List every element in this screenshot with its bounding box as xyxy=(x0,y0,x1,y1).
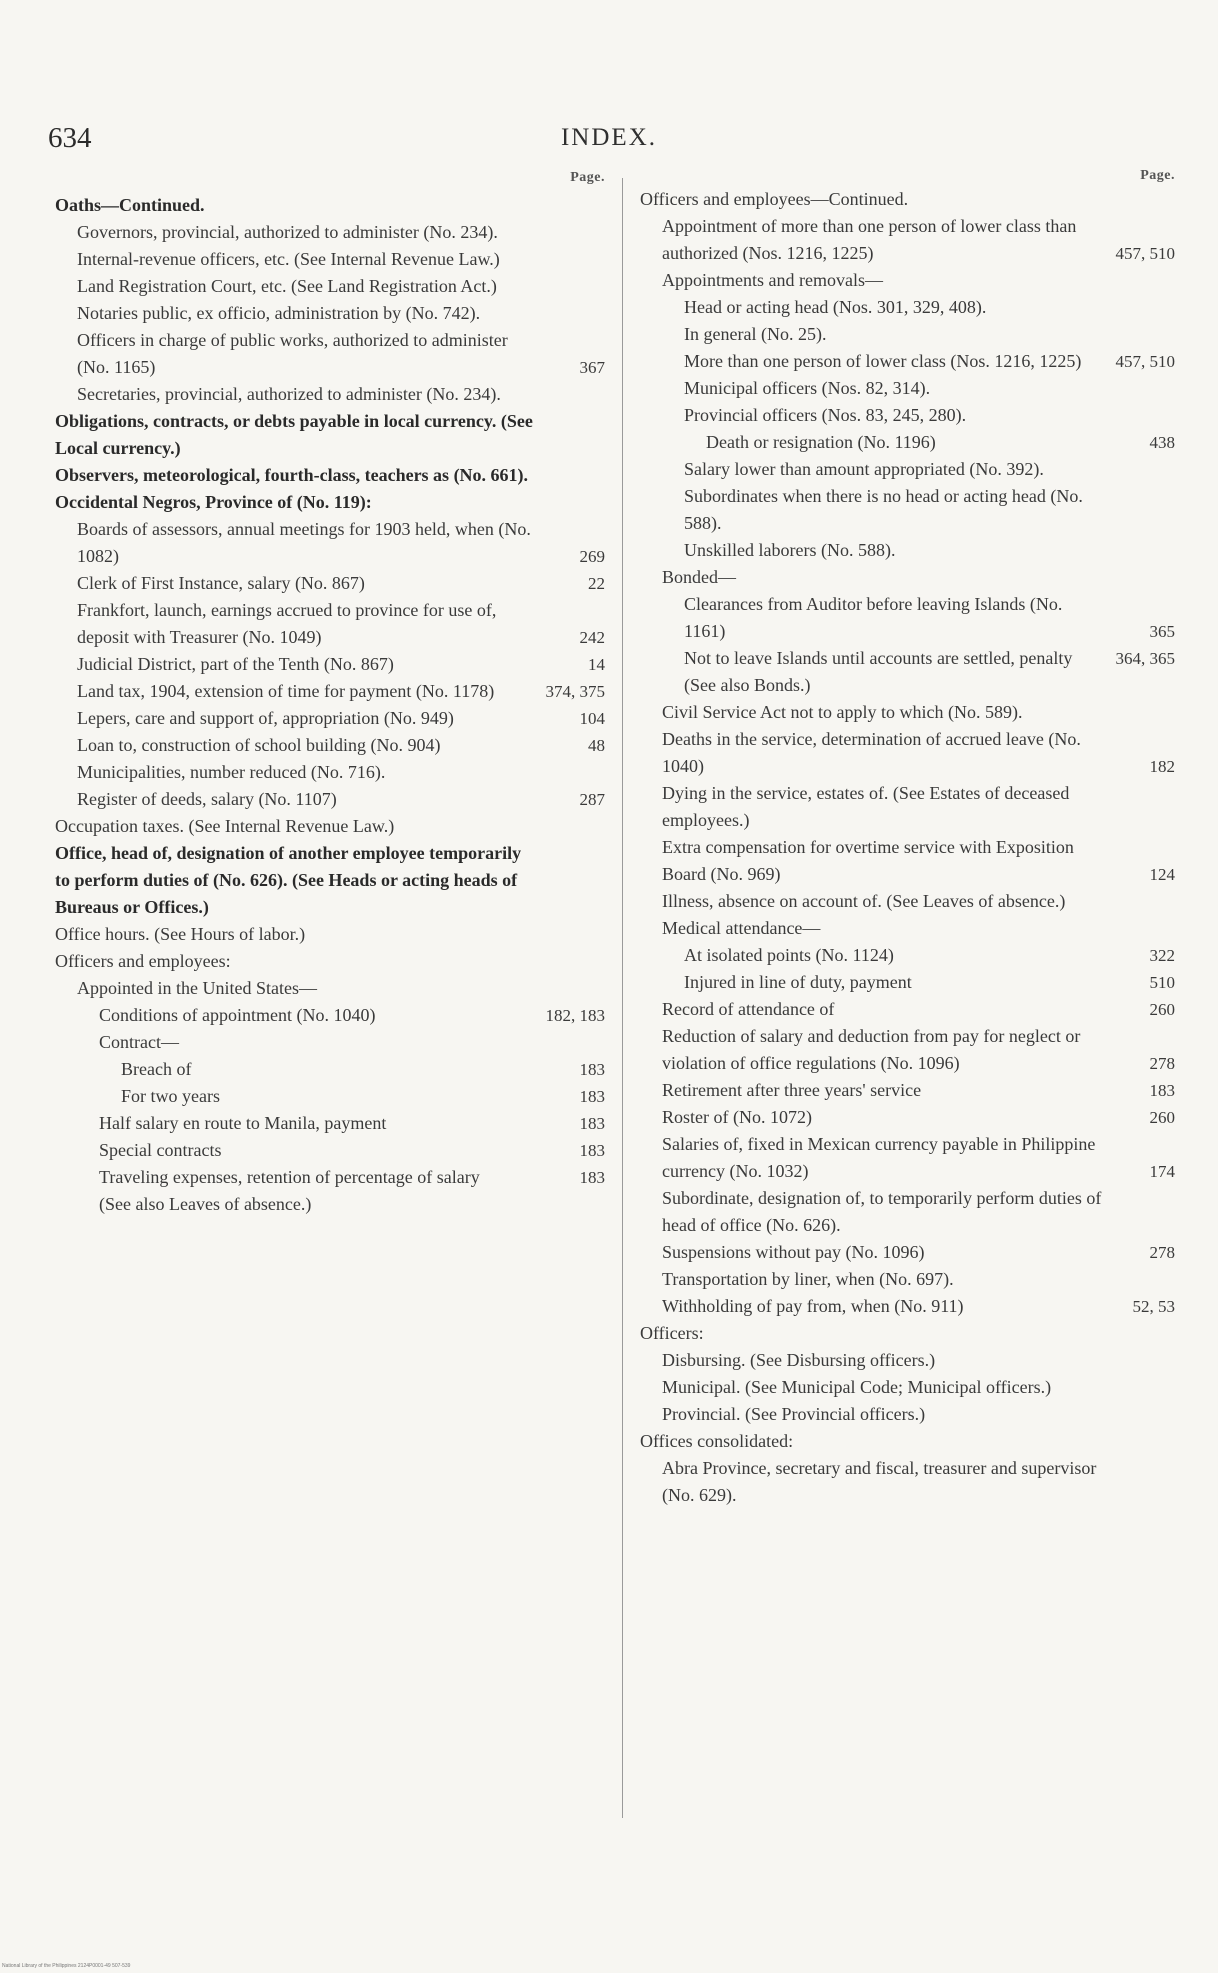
index-entry xyxy=(640,1077,1175,1104)
index-entry-page: 182, 183 xyxy=(545,1006,605,1025)
index-entry xyxy=(640,375,1175,402)
index-entry xyxy=(55,1083,605,1110)
index-entry xyxy=(640,1266,1175,1293)
index-entry-page: 174 xyxy=(1149,1162,1175,1181)
index-entry-text: Notaries public, ex officio, administration by (No. 742). xyxy=(77,303,481,323)
index-entry-text: Salaries of, fixed in Mexican currency payable in Philippine currency (No. 1032) xyxy=(662,1134,1096,1181)
index-entry-text: Loan to, construction of school building (No. 904) xyxy=(77,735,441,755)
index-entry-page: 278 xyxy=(1149,1243,1175,1262)
index-entry-page: 365 xyxy=(1149,622,1175,641)
page-column-label: Page. xyxy=(1140,168,1175,183)
index-entry-page: 52, 53 xyxy=(1132,1297,1175,1316)
index-entry-page: 242 xyxy=(579,628,605,647)
right-column xyxy=(640,168,1175,1509)
index-entry xyxy=(55,246,605,273)
index-entry xyxy=(55,516,605,570)
index-entry xyxy=(640,1428,1175,1455)
index-entry-page: 367 xyxy=(579,358,605,377)
index-entry xyxy=(640,1374,1175,1401)
index-entry-text: Deaths in the service, determination of accrued leave (No. 1040) xyxy=(662,729,1081,776)
index-entry xyxy=(640,834,1175,888)
index-entry-text: Frankfort, launch, earnings accrued to province for use of, deposit with Treasurer (No. 1049) xyxy=(77,600,497,647)
index-entry-text: At isolated points (No. 1124) xyxy=(684,945,894,965)
index-entry xyxy=(55,840,605,921)
index-entry-text: Illness, absence on account of. (See Leaves of absence.) xyxy=(662,891,1066,911)
index-entry xyxy=(640,564,1175,591)
index-entry-text: More than one person of lower class (Nos. 1216, 1225) xyxy=(684,351,1082,371)
index-entry-text: Salary lower than amount appropriated (No. 392). xyxy=(684,459,1044,479)
index-entry-text: For two years xyxy=(121,1086,220,1106)
index-entry xyxy=(55,1056,605,1083)
index-entry-text: Death or resignation (No. 1196) xyxy=(706,432,936,452)
index-entry-text: Clerk of First Instance, salary (No. 867) xyxy=(77,573,365,593)
index-entry xyxy=(55,1002,605,1029)
index-entry-text: Head or acting head (Nos. 301, 329, 408). xyxy=(684,297,987,317)
index-entry-text: Boards of assessors, annual meetings for 1903 held, when (No. 1082) xyxy=(77,519,531,566)
index-entry-page: 278 xyxy=(1149,1054,1175,1073)
index-entry xyxy=(640,537,1175,564)
index-entry xyxy=(55,1110,605,1137)
index-entry xyxy=(640,996,1175,1023)
index-entry-text: Lepers, care and support of, appropriation (No. 949) xyxy=(77,708,454,728)
index-entry xyxy=(640,645,1175,672)
index-entry-page: 269 xyxy=(579,547,605,566)
index-entry xyxy=(640,1455,1175,1509)
column-divider xyxy=(622,178,623,1818)
index-entry xyxy=(640,942,1175,969)
index-entry-text: Municipal officers (Nos. 82, 314). xyxy=(684,378,931,398)
index-entry xyxy=(55,597,605,651)
index-entry xyxy=(55,381,605,408)
index-entry-text: (See also Leaves of absence.) xyxy=(99,1194,312,1214)
index-entry xyxy=(640,483,1175,537)
index-entry-text: In general (No. 25). xyxy=(684,324,827,344)
index-entry xyxy=(640,1293,1175,1320)
index-entry xyxy=(55,489,605,516)
index-entry-page: 183 xyxy=(579,1141,605,1160)
index-entry-text: Retirement after three years' service xyxy=(662,1080,922,1100)
index-entry xyxy=(55,462,605,489)
index-entry-page: 510 xyxy=(1149,973,1175,992)
index-entry-text: Register of deeds, salary (No. 1107) xyxy=(77,789,337,809)
index-entry-text: Provincial officers (Nos. 83, 245, 280). xyxy=(684,405,967,425)
index-entry-page: 183 xyxy=(579,1168,605,1187)
index-entry xyxy=(640,888,1175,915)
index-entry-page: 182 xyxy=(1149,757,1175,776)
index-entry-page: 14 xyxy=(588,655,605,674)
index-entry-text: Withholding of pay from, when (No. 911) xyxy=(662,1296,964,1316)
index-entry xyxy=(640,1347,1175,1374)
index-entry xyxy=(640,1104,1175,1131)
index-entry-text: Municipal. (See Municipal Code; Municipal officers.) xyxy=(662,1377,1052,1397)
index-entry xyxy=(640,321,1175,348)
index-entry-page: 364, 365 xyxy=(1115,649,1175,668)
index-entry xyxy=(55,1191,605,1218)
index-entry xyxy=(640,1131,1175,1185)
index-entry-page: 183 xyxy=(579,1087,605,1106)
index-entry-text: Occupation taxes. (See Internal Revenue Law.) xyxy=(55,816,395,836)
index-entry-text: Conditions of appointment (No. 1040) xyxy=(99,1005,376,1025)
footer-stamp: National Library of the Philippines 2124P0001-49 507-539 xyxy=(2,1963,131,1969)
index-entry xyxy=(55,975,605,1002)
index-entry-text: Offices consolidated: xyxy=(640,1431,794,1451)
index-entry-text: Appointment of more than one person of lower class than authorized (Nos. 1216, 1225) xyxy=(662,216,1077,263)
index-entry-text: Officers and employees: xyxy=(55,951,231,971)
index-entry-page: 260 xyxy=(1149,1108,1175,1127)
page-number: 634 xyxy=(48,122,92,154)
index-entry-text: Appointments and removals— xyxy=(662,270,883,290)
index-entry xyxy=(640,672,1175,699)
index-entry-page: 183 xyxy=(579,1060,605,1079)
index-entry xyxy=(55,921,605,948)
left-entries xyxy=(55,192,605,1218)
index-entry-text: Transportation by liner, when (No. 697). xyxy=(662,1269,954,1289)
index-entry xyxy=(55,408,605,462)
index-entry-page: 438 xyxy=(1149,433,1175,452)
index-entry xyxy=(640,1023,1175,1077)
right-entries xyxy=(640,186,1175,1509)
index-entry-text: Not to leave Islands until accounts are settled, penalty xyxy=(684,648,1073,668)
index-entry-text: Officers: xyxy=(640,1323,704,1343)
index-entry xyxy=(55,651,605,678)
index-entry-text: Officers in charge of public works, authorized to administer (No. 1165) xyxy=(77,330,508,377)
index-entry xyxy=(55,219,605,246)
index-entry xyxy=(55,570,605,597)
index-entry-text: Injured in line of duty, payment xyxy=(684,972,912,992)
index-entry-page: 457, 510 xyxy=(1115,352,1175,371)
index-entry xyxy=(640,726,1175,780)
index-entry xyxy=(640,1239,1175,1266)
index-entry-text: Obligations, contracts, or debts payable in local currency. (See Local currency.) xyxy=(55,411,533,458)
index-entry xyxy=(640,591,1175,645)
index-entry xyxy=(640,1185,1175,1239)
index-entry-text: Office, head of, designation of another employee temporarily to perform duties of (No. 626). (See Heads or acting heads of Bureaus or Offices.) xyxy=(55,843,522,917)
index-entry-text: Disbursing. (See Disbursing officers.) xyxy=(662,1350,936,1370)
index-entry-page: 457, 510 xyxy=(1115,244,1175,263)
index-entry-text: Occidental Negros, Province of (No. 119): xyxy=(55,492,372,512)
index-entry-text: Subordinates when there is no head or acting head (No. 588). xyxy=(684,486,1083,533)
index-entry xyxy=(55,786,605,813)
index-entry xyxy=(55,813,605,840)
index-entry xyxy=(55,759,605,786)
index-entry-text: Roster of (No. 1072) xyxy=(662,1107,812,1127)
index-entry-text: Municipalities, number reduced (No. 716). xyxy=(77,762,386,782)
index-entry xyxy=(640,267,1175,294)
index-entry xyxy=(640,699,1175,726)
index-entry-text: Clearances from Auditor before leaving Islands (No. 1161) xyxy=(684,594,1063,641)
index-entry-text: Subordinate, designation of, to temporarily perform duties of head of office (No. 626). xyxy=(662,1188,1102,1235)
index-entry-text: Breach of xyxy=(121,1059,192,1079)
index-entry xyxy=(640,348,1175,375)
index-entry-text: Appointed in the United States— xyxy=(77,978,317,998)
index-entry-text: Bonded— xyxy=(662,567,736,587)
index-entry-text: Abra Province, secretary and fiscal, treasurer and supervisor (No. 629). xyxy=(662,1458,1097,1505)
index-entry xyxy=(55,1137,605,1164)
index-entry xyxy=(55,327,605,381)
index-entry-text: Oaths—Continued. xyxy=(55,195,205,215)
index-entry xyxy=(640,402,1175,429)
index-entry xyxy=(55,192,605,219)
index-entry-page: 22 xyxy=(588,574,605,593)
index-entry-text: Governors, provincial, authorized to administer (No. 234). xyxy=(77,222,498,242)
index-entry xyxy=(640,915,1175,942)
index-entry xyxy=(640,186,1175,213)
index-entry-page: 374, 375 xyxy=(545,682,605,701)
page-column-label: Page. xyxy=(570,170,605,185)
index-entry xyxy=(640,780,1175,834)
index-entry-text: Special contracts xyxy=(99,1140,222,1160)
index-entry-text: Office hours. (See Hours of labor.) xyxy=(55,924,306,944)
index-entry xyxy=(55,732,605,759)
index-entry-text: Record of attendance of xyxy=(662,999,835,1019)
index-entry-text: Half salary en route to Manila, payment xyxy=(99,1113,387,1133)
index-entry xyxy=(55,678,605,705)
left-column xyxy=(55,168,605,1218)
index-entry xyxy=(55,273,605,300)
index-entry-text: Contract— xyxy=(99,1032,179,1052)
page-title: INDEX. xyxy=(560,124,657,151)
index-entry-text: Observers, meteorological, fourth-class, teachers as (No. 661). xyxy=(55,465,529,485)
index-entry xyxy=(55,1029,605,1056)
index-entry-text: Officers and employees—Continued. xyxy=(640,189,909,209)
index-entry-text: Suspensions without pay (No. 1096) xyxy=(662,1242,925,1262)
index-entry xyxy=(640,213,1175,267)
index-entry-text: Traveling expenses, retention of percentage of salary xyxy=(99,1167,480,1187)
index-entry-page: 124 xyxy=(1149,865,1175,884)
index-entry-text: Internal-revenue officers, etc. (See Internal Revenue Law.) xyxy=(77,249,500,269)
index-entry-page: 183 xyxy=(579,1114,605,1133)
index-entry-page: 48 xyxy=(588,736,605,755)
index-entry xyxy=(640,429,1175,456)
index-entry xyxy=(640,294,1175,321)
index-entry xyxy=(640,1320,1175,1347)
index-entry-text: Provincial. (See Provincial officers.) xyxy=(662,1404,926,1424)
index-entry-page: 104 xyxy=(579,709,605,728)
index-entry-page: 260 xyxy=(1149,1000,1175,1019)
index-entry-text: Secretaries, provincial, authorized to administer (No. 234). xyxy=(77,384,501,404)
index-entry-text: Civil Service Act not to apply to which (No. 589). xyxy=(662,702,1023,722)
index-entry-text: Extra compensation for overtime service with Exposition Board (No. 969) xyxy=(662,837,1074,884)
index-entry-page: 183 xyxy=(1149,1081,1175,1100)
index-entry xyxy=(640,969,1175,996)
index-entry xyxy=(55,1164,605,1191)
index-entry-text: Reduction of salary and deduction from pay for neglect or violation of office regulations (No. 1096) xyxy=(662,1026,1081,1073)
index-entry-page: 322 xyxy=(1149,946,1175,965)
index-entry-text: Land Registration Court, etc. (See Land Registration Act.) xyxy=(77,276,497,296)
index-entry xyxy=(640,456,1175,483)
index-entry-text: Unskilled laborers (No. 588). xyxy=(684,540,896,560)
index-entry-text: Land tax, 1904, extension of time for payment (No. 1178) xyxy=(77,681,495,701)
index-entry xyxy=(55,705,605,732)
index-entry-text: Judicial District, part of the Tenth (No. 867) xyxy=(77,654,394,674)
index-entry xyxy=(640,1401,1175,1428)
index-entry-text: (See also Bonds.) xyxy=(684,675,811,695)
index-entry xyxy=(55,300,605,327)
index-entry-page: 287 xyxy=(579,790,605,809)
index-entry-text: Medical attendance— xyxy=(662,918,821,938)
index-entry xyxy=(55,948,605,975)
index-entry-text: Dying in the service, estates of. (See Estates of deceased employees.) xyxy=(662,783,1070,830)
